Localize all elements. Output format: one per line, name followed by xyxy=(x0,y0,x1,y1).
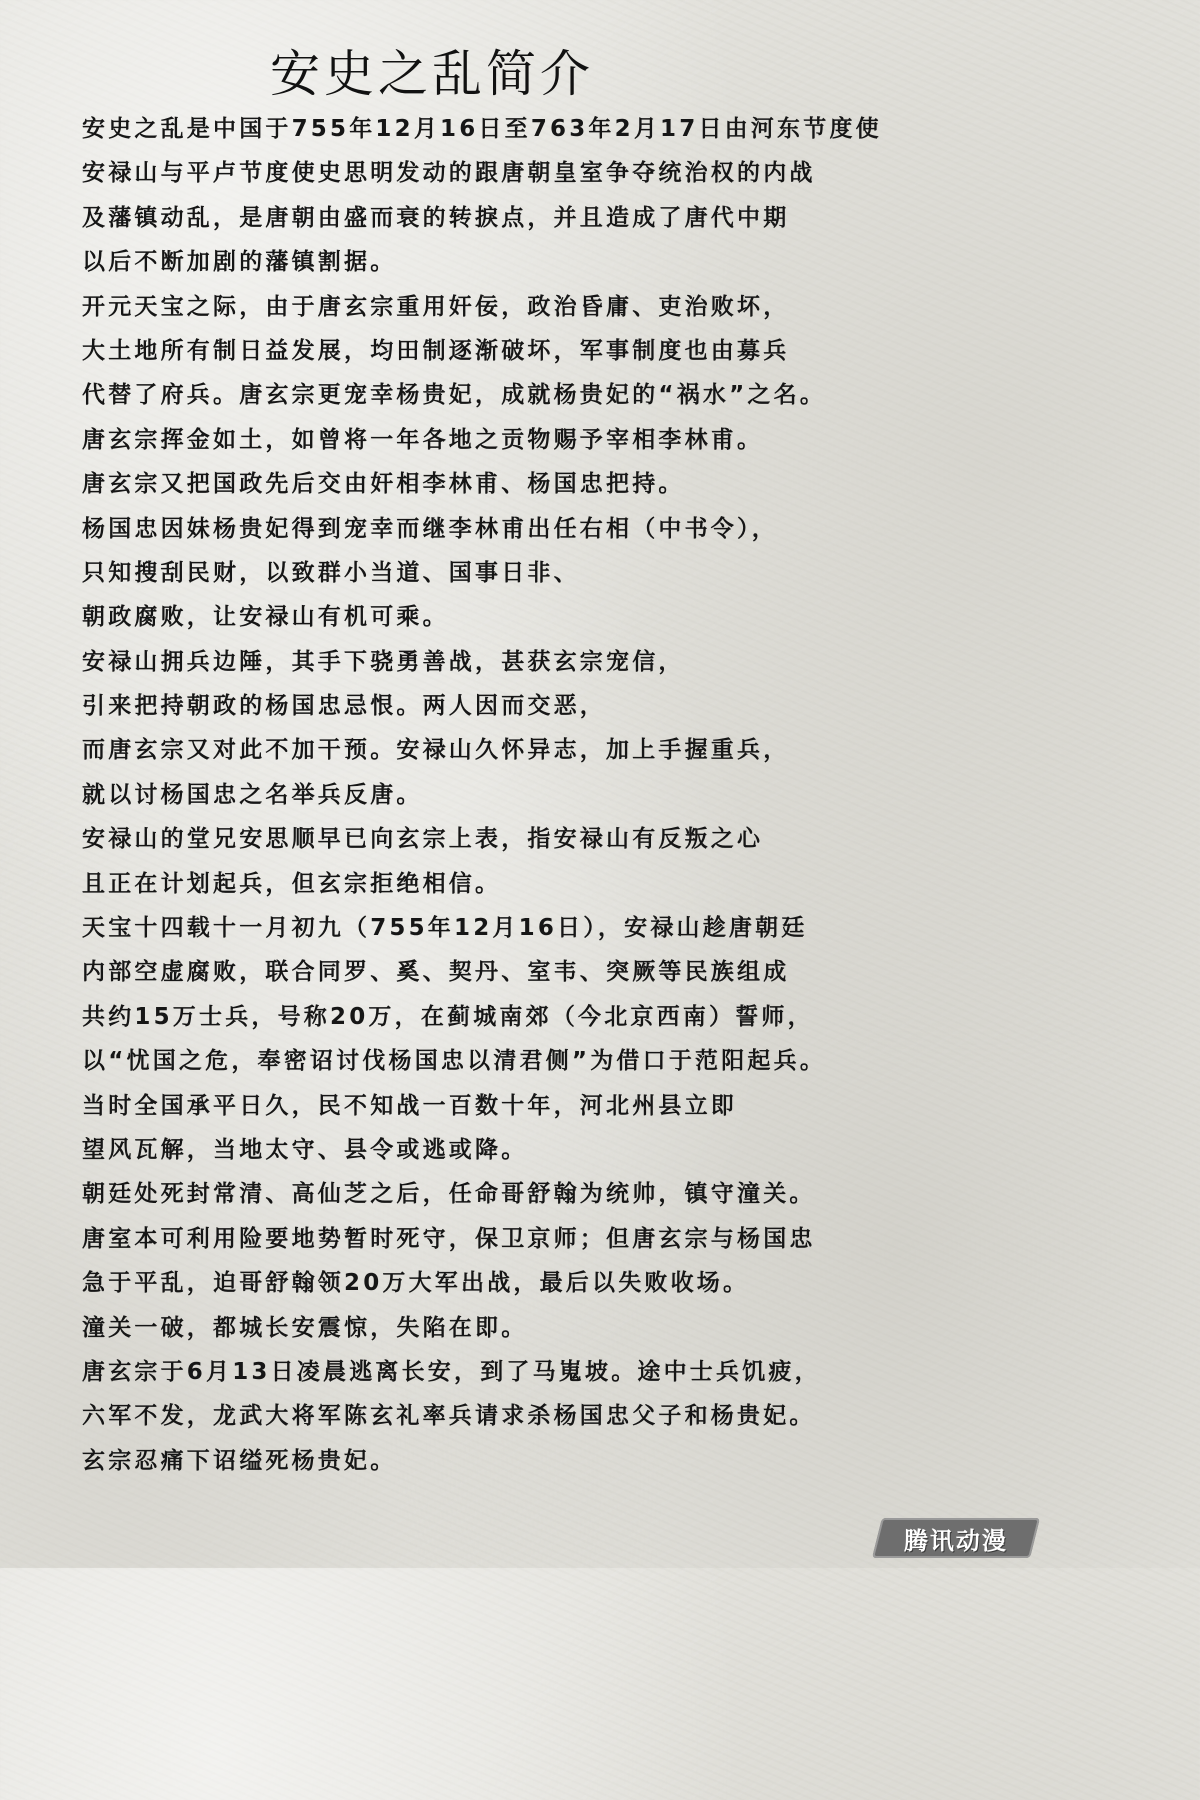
body-line: 而唐玄宗又对此不加干预。安禄山久怀异志，加上手握重兵， xyxy=(82,737,790,764)
body-line: 朝廷处死封常清、高仙芝之后，任命哥舒翰为统帅，镇守潼关。 xyxy=(82,1181,816,1208)
body-line: 代替了府兵。唐玄宗更宠幸杨贵妃，成就杨贵妃的“祸水”之名。 xyxy=(82,382,827,409)
body-line: 共约15万士兵，号称20万，在蓟城南郊（今北京西南）誓师， xyxy=(82,1003,814,1030)
watermark-logo xyxy=(872,1518,1040,1558)
body-line: 当时全国承平日久，民不知战一百数十年，河北州县立即 xyxy=(82,1092,737,1119)
body-line: 安禄山的堂兄安思顺早已向玄宗上表，指安禄山有反叛之心 xyxy=(82,826,764,853)
body-line: 及藩镇动乱，是唐朝由盛而衰的转捩点，并且造成了唐代中期 xyxy=(82,204,790,231)
watermark-text: 腾讯动漫 xyxy=(904,1526,1008,1555)
document-title: 安史之乱简介 xyxy=(270,45,594,103)
body-line: 杨国忠因妹杨贵妃得到宠幸而继李林甫出任右相（中书令）， xyxy=(82,515,778,542)
body-line: 引来把持朝政的杨国忠忌恨。两人因而交恶， xyxy=(82,693,606,720)
body-line: 安禄山与平卢节度使史思明发动的跟唐朝皇室争夺统治权的内战 xyxy=(82,160,816,187)
body-line: 以“忧国之危，奉密诏讨伐杨国忠以清君侧”为借口于范阳起兵。 xyxy=(82,1048,827,1075)
body-line: 只知搜刮民财，以致群小当道、国事日非、 xyxy=(82,559,580,586)
body-line: 天宝十四载十一月初九（755年12月16日），安禄山趁唐朝廷 xyxy=(82,915,808,942)
body-line: 安史之乱是中国于755年12月16日至763年2月17日由河东节度使 xyxy=(82,116,882,142)
body-line: 内部空虚腐败，联合同罗、奚、契丹、室韦、突厥等民族组成 xyxy=(82,959,790,986)
body-line: 朝政腐败，让安禄山有机可乘。 xyxy=(82,604,449,631)
body-line: 潼关一破，都城长安震惊，失陷在即。 xyxy=(82,1314,528,1341)
body-line: 且正在计划起兵，但玄宗拒绝相信。 xyxy=(82,870,502,897)
body-line: 唐玄宗挥金如土，如曾将一年各地之贡物赐予宰相李林甫。 xyxy=(82,426,764,453)
body-line: 大土地所有制日益发展，均田制逐渐破坏，军事制度也由募兵 xyxy=(82,337,790,364)
body-line: 以后不断加剧的藩镇割据。 xyxy=(82,249,397,276)
body-line: 玄宗忍痛下诏缢死杨贵妃。 xyxy=(82,1447,397,1474)
body-line: 急于平乱，迫哥舒翰领20万大军出战，最后以失败收场。 xyxy=(82,1270,750,1297)
body-line: 安禄山拥兵边陲，其手下骁勇善战，甚获玄宗宠信， xyxy=(82,648,685,675)
document-body xyxy=(82,107,1012,1483)
body-line: 唐玄宗又把国政先后交由奸相李林甫、杨国忠把持。 xyxy=(82,471,685,498)
body-line: 唐室本可利用险要地势暂时死守，保卫京师；但唐玄宗与杨国忠 xyxy=(82,1225,816,1252)
body-line: 开元天宝之际，由于唐玄宗重用奸佞，政治昏庸、吏治败坏， xyxy=(82,293,790,320)
body-line: 唐玄宗于6月13日凌晨逃离长安，到了马嵬坡。途中士兵饥疲， xyxy=(82,1358,821,1385)
body-line: 望风瓦解，当地太守、县令或逃或降。 xyxy=(82,1136,528,1163)
body-line: 六军不发，龙武大将军陈玄礼率兵请求杀杨国忠父子和杨贵妃。 xyxy=(82,1403,816,1430)
body-line: 就以讨杨国忠之名举兵反唐。 xyxy=(82,781,423,808)
